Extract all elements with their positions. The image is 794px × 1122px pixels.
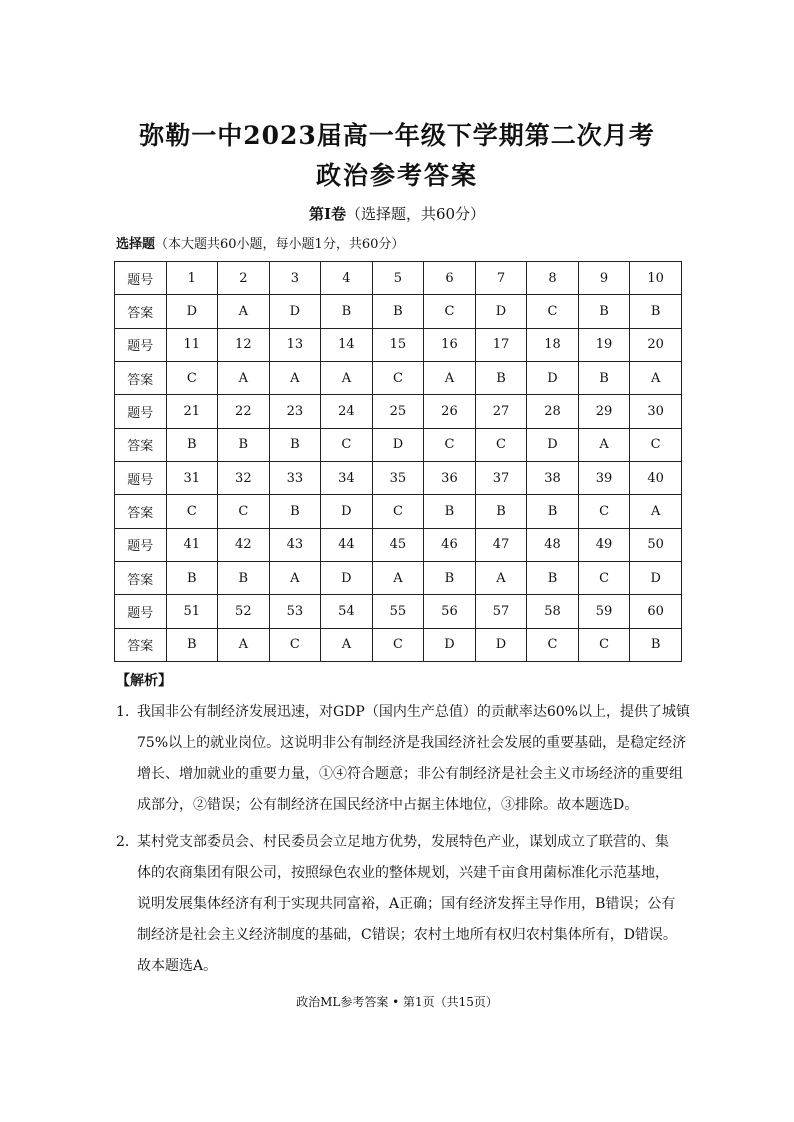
answer-cell: A <box>269 561 321 594</box>
section-label: 第Ⅰ卷 <box>308 205 346 223</box>
question-number-cell: 26 <box>424 395 476 428</box>
answer-cell: C <box>269 628 321 661</box>
question-number-cell: 53 <box>269 595 321 628</box>
answer-cell: D <box>269 295 321 328</box>
answer-cell: A <box>630 361 682 394</box>
item-line: 我国非公有制经济发展迅速，对GDP（国内生产总值）的贡献率达60%以上，提供了城镇 <box>137 704 690 720</box>
question-number-cell: 35 <box>372 461 424 494</box>
answer-cell: D <box>166 295 218 328</box>
question-number-cell: 32 <box>218 461 270 494</box>
item-line: 体的农商集团有限公司，按照绿色农业的整体规划，兴建千亩食用菌标准化示范基地， <box>137 865 669 881</box>
question-number-cell: 13 <box>269 328 321 361</box>
answer-cell: A <box>218 628 270 661</box>
answer-cell: D <box>372 428 424 461</box>
item-line: 75%以上的就业岗位。这说明非公有制经济是我国经济社会发展的重要基础，是稳定经济 <box>137 735 687 751</box>
question-number-cell: 28 <box>527 395 579 428</box>
question-number-cell: 59 <box>578 595 630 628</box>
answer-cell: A <box>424 361 476 394</box>
answer-cell: B <box>321 295 373 328</box>
question-number-row <box>115 395 682 428</box>
question-number-cell: 54 <box>321 595 373 628</box>
answer-cell: B <box>166 561 218 594</box>
document-subtitle: 政治参考答案 <box>315 161 478 190</box>
question-number-cell: 12 <box>218 328 270 361</box>
question-number-cell: 58 <box>527 595 579 628</box>
question-number-cell: 33 <box>269 461 321 494</box>
answer-cell: D <box>475 628 527 661</box>
section-heading <box>0 203 794 224</box>
answer-cell: C <box>578 495 630 528</box>
item-line: 增长、增加就业的重要力量，①④符合题意；非公有制经济是社会主义市场经济的重要组 <box>137 766 683 782</box>
answer-cell: B <box>424 495 476 528</box>
answer-cell: C <box>372 361 424 394</box>
question-number-cell: 60 <box>630 595 682 628</box>
answer-cell: B <box>372 295 424 328</box>
question-number-cell: 19 <box>578 328 630 361</box>
row-header-cell: 答案 <box>115 295 167 328</box>
answer-row <box>115 295 682 328</box>
row-header-cell: 答案 <box>115 628 167 661</box>
question-number-cell: 29 <box>578 395 630 428</box>
answer-cell: A <box>218 295 270 328</box>
answer-cell: B <box>269 495 321 528</box>
answer-cell: B <box>424 561 476 594</box>
question-number-cell: 7 <box>475 262 527 295</box>
row-header-cell: 答案 <box>115 561 167 594</box>
question-number-cell: 51 <box>166 595 218 628</box>
answer-row <box>115 628 682 661</box>
answer-cell: B <box>166 628 218 661</box>
answer-cell: C <box>578 628 630 661</box>
row-header-cell: 题号 <box>115 595 167 628</box>
item-line: 说明发展集体经济有利于实现共同富裕，A正确；国有经济发挥主导作用，B错误；公有 <box>137 896 676 912</box>
question-number-cell: 17 <box>475 328 527 361</box>
answer-cell: C <box>218 495 270 528</box>
row-header-cell: 题号 <box>115 461 167 494</box>
answer-row <box>115 428 682 461</box>
answer-cell: D <box>424 628 476 661</box>
question-number-cell: 30 <box>630 395 682 428</box>
question-number-cell: 39 <box>578 461 630 494</box>
analysis-item-2 <box>116 827 696 982</box>
answer-cell: A <box>578 428 630 461</box>
answer-cell: C <box>166 495 218 528</box>
answer-cell: B <box>218 561 270 594</box>
answer-cell: A <box>321 361 373 394</box>
question-number-cell: 27 <box>475 395 527 428</box>
question-number-cell: 48 <box>527 528 579 561</box>
answer-cell: C <box>424 428 476 461</box>
question-number-row <box>115 528 682 561</box>
row-header-cell: 题号 <box>115 328 167 361</box>
answer-cell: C <box>321 428 373 461</box>
question-number-row <box>115 461 682 494</box>
question-number-cell: 37 <box>475 461 527 494</box>
question-number-cell: 8 <box>527 262 579 295</box>
question-number-cell: 14 <box>321 328 373 361</box>
question-number-cell: 31 <box>166 461 218 494</box>
question-number-cell: 36 <box>424 461 476 494</box>
analysis-item-1 <box>116 697 696 821</box>
question-number-cell: 25 <box>372 395 424 428</box>
answer-cell: A <box>630 495 682 528</box>
answer-row <box>115 361 682 394</box>
question-number-cell: 40 <box>630 461 682 494</box>
question-number-cell: 5 <box>372 262 424 295</box>
question-number-cell: 23 <box>269 395 321 428</box>
question-number-row <box>115 595 682 628</box>
answer-cell: B <box>527 561 579 594</box>
item-line: 成部分，②错误；公有制经济在国民经济中占据主体地位，③排除。故本题选D。 <box>137 797 639 813</box>
question-type-label: 选择题 <box>116 237 156 252</box>
answer-cell: B <box>578 361 630 394</box>
question-number-cell: 46 <box>424 528 476 561</box>
question-number-cell: 41 <box>166 528 218 561</box>
question-number-cell: 4 <box>321 262 373 295</box>
question-number-cell: 44 <box>321 528 373 561</box>
section-note: （选择题，共60分） <box>345 205 486 223</box>
answer-cell: A <box>269 361 321 394</box>
answer-row <box>115 561 682 594</box>
item-number: 1. <box>116 704 130 720</box>
question-number-cell: 47 <box>475 528 527 561</box>
item-line: 制经济是社会主义经济制度的基础，C错误；农村土地所有权归农村集体所有，D错误。 <box>137 927 677 943</box>
question-number-cell: 21 <box>166 395 218 428</box>
answer-cell: D <box>527 361 579 394</box>
answer-cell: C <box>166 361 218 394</box>
answer-cell: A <box>475 561 527 594</box>
answer-cell: D <box>527 428 579 461</box>
row-header-cell: 题号 <box>115 262 167 295</box>
question-number-cell: 34 <box>321 461 373 494</box>
answer-cell: C <box>527 295 579 328</box>
answer-cell: B <box>475 495 527 528</box>
question-number-cell: 38 <box>527 461 579 494</box>
item-number: 2. <box>116 834 130 850</box>
question-number-cell: 9 <box>578 262 630 295</box>
item-line: 某村党支部委员会、村民委员会立足地方优势，发展特色产业，谋划成立了联营的、集 <box>137 834 669 850</box>
question-number-cell: 3 <box>269 262 321 295</box>
answer-cell: B <box>527 495 579 528</box>
question-number-cell: 16 <box>424 328 476 361</box>
row-header-cell: 题号 <box>115 395 167 428</box>
answer-cell: C <box>372 628 424 661</box>
question-number-cell: 57 <box>475 595 527 628</box>
analysis-heading: 【解析】 <box>116 673 172 689</box>
question-number-cell: 43 <box>269 528 321 561</box>
question-number-cell: 20 <box>630 328 682 361</box>
question-number-cell: 49 <box>578 528 630 561</box>
answer-cell: A <box>372 561 424 594</box>
answer-cell: B <box>630 295 682 328</box>
question-number-cell: 52 <box>218 595 270 628</box>
page-footer: 政治ML参考答案 • 第1页（共15页） <box>296 995 498 1009</box>
answer-cell: C <box>372 495 424 528</box>
answer-cell: B <box>269 428 321 461</box>
answer-cell: B <box>630 628 682 661</box>
question-number-cell: 11 <box>166 328 218 361</box>
answer-cell: C <box>475 428 527 461</box>
row-header-cell: 答案 <box>115 361 167 394</box>
question-number-cell: 6 <box>424 262 476 295</box>
question-number-cell: 42 <box>218 528 270 561</box>
answer-cell: C <box>424 295 476 328</box>
question-type-heading <box>116 233 404 252</box>
answer-cell: D <box>475 295 527 328</box>
question-number-cell: 45 <box>372 528 424 561</box>
row-header-cell: 答案 <box>115 428 167 461</box>
question-number-cell: 24 <box>321 395 373 428</box>
answer-cell: B <box>475 361 527 394</box>
question-number-cell: 56 <box>424 595 476 628</box>
question-number-cell: 18 <box>527 328 579 361</box>
question-type-note: （本大题共60小题，每小题1分，共60分） <box>155 237 405 252</box>
answer-cell: B <box>166 428 218 461</box>
row-header-cell: 题号 <box>115 528 167 561</box>
question-number-row <box>115 328 682 361</box>
question-number-cell: 2 <box>218 262 270 295</box>
answer-cell: C <box>630 428 682 461</box>
answer-row <box>115 495 682 528</box>
answer-cell: A <box>218 361 270 394</box>
document-title: 弥勒一中2023届高一年级下学期第二次月考 <box>139 121 655 150</box>
answer-cell: B <box>218 428 270 461</box>
question-number-cell: 10 <box>630 262 682 295</box>
answer-cell: D <box>321 495 373 528</box>
question-number-cell: 1 <box>166 262 218 295</box>
answer-cell: C <box>578 561 630 594</box>
answer-cell: C <box>527 628 579 661</box>
question-number-cell: 22 <box>218 395 270 428</box>
answer-cell: D <box>630 561 682 594</box>
question-number-row <box>115 262 682 295</box>
answer-cell: B <box>578 295 630 328</box>
answer-cell: A <box>321 628 373 661</box>
question-number-cell: 55 <box>372 595 424 628</box>
question-number-cell: 15 <box>372 328 424 361</box>
question-number-cell: 50 <box>630 528 682 561</box>
row-header-cell: 答案 <box>115 495 167 528</box>
answer-table <box>114 261 682 662</box>
item-line: 故本题选A。 <box>137 958 218 974</box>
answer-cell: D <box>321 561 373 594</box>
